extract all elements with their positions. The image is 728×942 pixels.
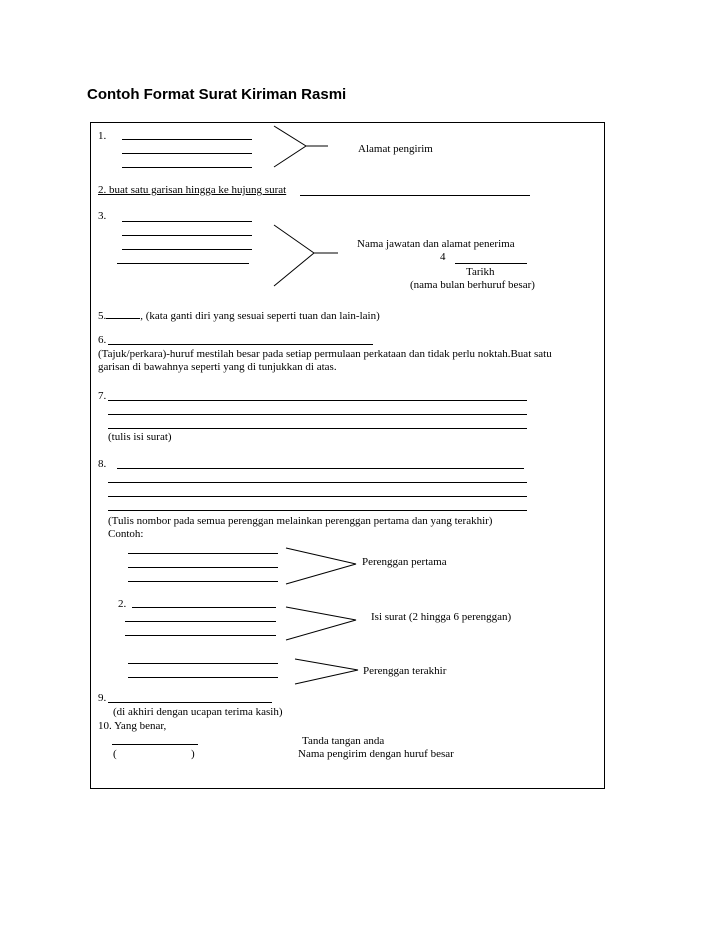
subject-line xyxy=(108,344,373,345)
closing-line xyxy=(108,702,272,703)
signature-line xyxy=(112,744,198,745)
paragraph-2-number: 2. xyxy=(118,598,127,610)
name-paren-close: ) xyxy=(191,748,195,760)
paragraph-line xyxy=(117,468,524,469)
first-paragraph-label: Perenggan pertama xyxy=(362,556,447,568)
last-paragraph-line xyxy=(128,677,278,678)
closing-note: (di akhiri dengan ucapan terima kasih) xyxy=(113,706,283,718)
item-5-text: , (kata ganti diri yang sesuai seperti tuan dan lain-lain) xyxy=(140,310,380,322)
item-8-number: 8. xyxy=(98,458,107,470)
middle-paragraph-label: Isi surat (2 hingga 6 perenggan) xyxy=(371,611,512,623)
middle-paragraph-line xyxy=(132,607,276,608)
last-paragraph-line xyxy=(128,663,278,664)
item-5-number: 5. xyxy=(98,310,107,322)
item-5 xyxy=(98,308,380,323)
salutation-blank xyxy=(106,308,140,319)
item-3-number: 3. xyxy=(98,210,107,222)
date-label: Tarikh xyxy=(466,266,495,278)
middle-paragraph-line xyxy=(125,635,276,636)
paragraph-line xyxy=(108,496,527,497)
item-7-number: 7. xyxy=(98,390,107,402)
paragraph-line xyxy=(108,482,527,483)
sender-address-line xyxy=(122,153,252,154)
sender-address-line xyxy=(122,139,252,140)
month-note: (nama bulan berhuruf besar) xyxy=(410,279,535,291)
numbering-note: (Tulis nombor pada semua perenggan melainkan perenggan pertama dan yang terakhir) xyxy=(108,515,493,527)
sender-address-line xyxy=(122,167,252,168)
body-line xyxy=(108,400,527,401)
letter-format-box xyxy=(90,122,605,789)
recipient-address-line xyxy=(117,263,249,264)
item-6-number: 6. xyxy=(98,334,107,346)
sender-name-label: Nama pengirim dengan huruf besar xyxy=(298,748,454,760)
first-paragraph-line xyxy=(128,567,278,568)
example-label: Contoh: xyxy=(108,528,144,540)
recipient-address-line xyxy=(122,221,252,222)
body-line xyxy=(108,428,527,429)
item-6-text-line1: (Tajuk/perkara)-huruf mestilah besar pada setiap permulaan perkataan dan tidak perlu noktah.Buat satu xyxy=(98,348,552,360)
name-paren-open: ( xyxy=(113,748,117,760)
date-day: 4 xyxy=(440,251,446,263)
sender-address-label: Alamat pengirim xyxy=(358,143,433,155)
item-2-instruction: 2. buat satu garisan hingga ke hujung surat xyxy=(98,184,287,196)
full-width-line xyxy=(300,195,530,196)
date-line xyxy=(455,263,527,264)
recipient-address-line xyxy=(122,249,252,250)
first-paragraph-line xyxy=(128,581,278,582)
middle-paragraph-line xyxy=(125,621,276,622)
body-line xyxy=(108,414,527,415)
item-1-number: 1. xyxy=(98,130,107,142)
recipient-label: Nama jawatan dan alamat penerima xyxy=(357,238,515,250)
recipient-address-line xyxy=(122,235,252,236)
page-title: Contoh Format Surat Kiriman Rasmi xyxy=(87,86,347,103)
item-9-number: 9. xyxy=(98,692,107,704)
item-6-text-line2: garisan di bawahnya seperti yang di tunjukkan di atas. xyxy=(98,361,337,373)
paragraph-line xyxy=(108,510,527,511)
first-paragraph-line xyxy=(128,553,278,554)
item-10-label: 10. Yang benar, xyxy=(98,720,167,732)
write-content-note: (tulis isi surat) xyxy=(108,431,172,443)
signature-label: Tanda tangan anda xyxy=(302,735,385,747)
last-paragraph-label: Perenggan terakhir xyxy=(363,665,447,677)
